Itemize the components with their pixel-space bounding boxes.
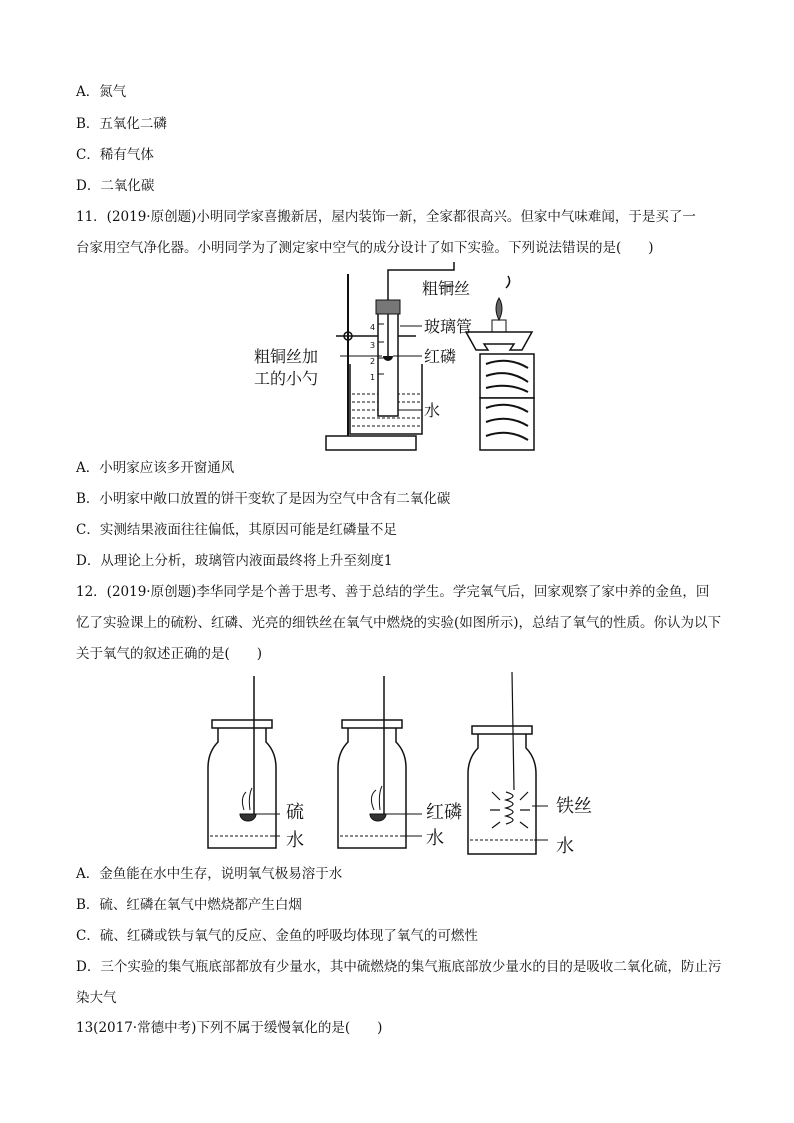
- label-spoon-line2: 工的小勺: [254, 369, 319, 388]
- q11-stem-line2: 台家用空气净化器。小明同学为了测定家中空气的成分设计了如下实验。下列说法错误的是( ): [76, 240, 654, 256]
- stand-base: [326, 436, 416, 450]
- q12-option-a: A．金鱼能在水中生存，说明氧气极易溶于水: [76, 866, 343, 882]
- q11-option-a: A．小明家应该多开窗通风: [76, 460, 235, 476]
- q12-option-b: B．硫、红磷在氧气中燃烧都产生白烟: [76, 897, 302, 913]
- q11-apparatus-figure: [250, 260, 550, 454]
- q11-option-d: D．从理论上分析，玻璃管内液面最终将上升至刻度1: [76, 553, 393, 569]
- jar-red-phosphorus: [338, 676, 422, 848]
- label-water-1: 水: [286, 830, 304, 851]
- label-copper-wire: 粗铜丝: [422, 279, 471, 298]
- jar-iron-wire: [468, 672, 548, 854]
- q13-stem: 13(2017·常德中考)下列不属于缓慢氧化的是( ): [76, 1020, 383, 1036]
- alcohol-lamp-body: [466, 332, 532, 350]
- stopper: [376, 300, 400, 314]
- label-water-3: 水: [556, 836, 574, 857]
- label-red-phosphorus: 红磷: [426, 802, 462, 823]
- tick-4: 4: [370, 323, 376, 332]
- jar-sulfur: [208, 676, 280, 848]
- tick-2: 2: [370, 357, 376, 366]
- q11-stem-line1: 11．(2019·原创题)小明同学家喜搬新居，屋内装饰一新，全家都很高兴。但家中气味难闻，于是买了一: [76, 209, 696, 225]
- q12-stem: 12．(2019·原创题)李华同学是个善于思考、善于总结的学生。学完氧气后，回家观察了家中养的金鱼，回忆了实验课上的硫粉、红磷、光亮的细铁丝在氧气中燃烧的实验(如图所示)，总结了氧气的性质。你认为以下关于氧气的叙述正确的是( ): [76, 584, 722, 662]
- q10-option-d: D．二氧化碳: [76, 178, 155, 194]
- tick-1: 1: [370, 373, 376, 382]
- tick-3: 3: [370, 341, 376, 350]
- q12-jars-figure: [200, 672, 620, 860]
- label-glass-tube: 玻璃管: [424, 317, 473, 336]
- label-water-2: 水: [426, 828, 444, 849]
- q11-option-c: C．实测结果液面往往偏低，其原因可能是红磷量不足: [76, 522, 397, 538]
- q10-option-b: B．五氧化二磷: [76, 116, 167, 132]
- label-water: 水: [424, 401, 441, 420]
- label-spoon-line1: 粗铜丝加: [254, 347, 319, 366]
- q12-option-d: D．三个实验的集气瓶底部都放有少量水，其中硫燃烧的集气瓶底部放少量水的目的是吸收二氧化硫，防止污染大气: [76, 959, 722, 1006]
- label-red-phosphorus: 红磷: [424, 347, 457, 366]
- q10-option-a: A．氮气: [76, 84, 127, 100]
- q10-option-c: C．稀有气体: [76, 147, 154, 163]
- label-iron-wire: 铁丝: [556, 796, 592, 817]
- q11-option-b: B．小明家中敞口放置的饼干变软了是因为空气中含有二氧化碳: [76, 491, 451, 507]
- q12-option-c: C．硫、红磷或铁与氧气的反应、金鱼的呼吸均体现了氧气的可燃性: [76, 928, 478, 944]
- label-sulfur: 硫: [286, 802, 304, 823]
- lamp-flame: [496, 298, 502, 320]
